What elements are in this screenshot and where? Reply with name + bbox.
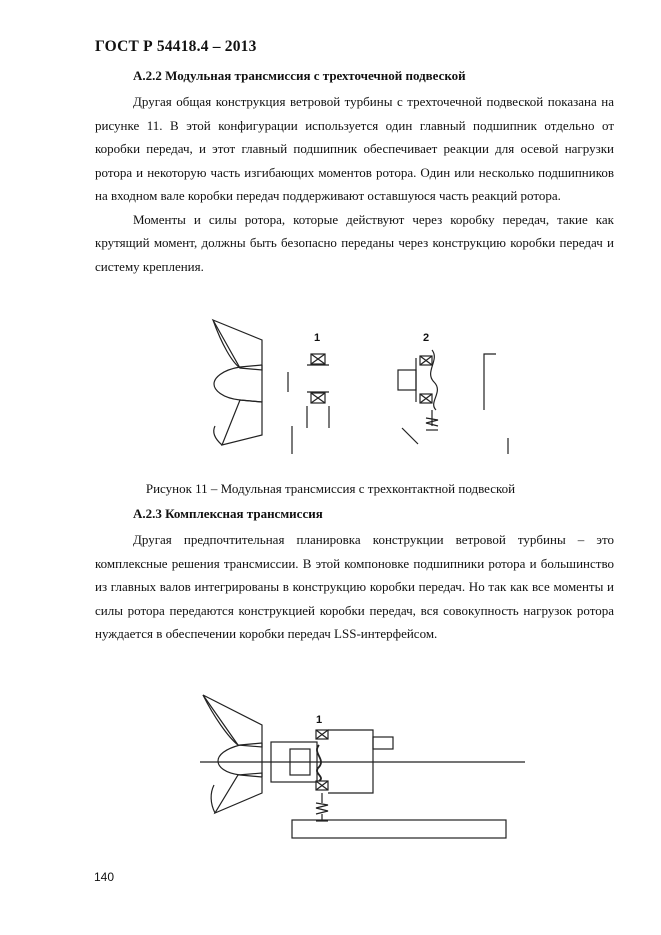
document-header: ГОСТ Р 54418.4 – 2013: [95, 38, 257, 55]
paragraph: Другая предпочтительная планировка конструкции ветровой турбины – это комплексные решения трансмиссии. В этой компоновке подшипники ротора и большинство из главных валов интегрированы в конструкцию коробки передач. Но так как все моменты и силы ротора передаются конструкцией коробки передач, вся совокупность нагрузок ротора нуждается в обеспечении коробки передач LSS-интерфейсом.: [95, 532, 614, 641]
figure-12-diagram: [0, 685, 661, 845]
figure-11-label-1: 1: [314, 332, 321, 344]
section-a22-body: [95, 90, 614, 278]
section-heading-a23: А.2.3 Комплексная трансмиссия: [133, 506, 323, 521]
figure-11-label-2: 2: [423, 332, 430, 344]
figure-12-label-1: 1: [316, 714, 323, 726]
section-a23-body: [95, 528, 614, 646]
paragraph: Моменты и силы ротора, которые действуют через коробку передач, такие как крутящий момент, должны быть безопасно переданы через конструкцию коробки передач и систему крепления.: [95, 211, 614, 274]
figure-11-caption: Рисунок 11 – Модульная трансмиссия с трехконтактной подвеской: [145, 481, 516, 496]
page-number: 140: [94, 870, 115, 884]
section-heading-a22: А.2.2 Модульная трансмиссия с трехточечной подвеской: [133, 68, 466, 83]
figure-11-diagram: [0, 310, 661, 460]
paragraph: Другая общая конструкция ветровой турбины с трехточечной подвеской показана на рисунке 11. В этой конфигурации используется один главный подшипник отдельно от коробки передач, и этот главный подшипник обеспечивает реакции для осевой нагрузки ротора и некоторую часть изгибающих моментов ротора. Один или несколько подшипников на входном вале коробки передач поддерживают оставшуюся часть реакций ротора.: [95, 94, 614, 203]
